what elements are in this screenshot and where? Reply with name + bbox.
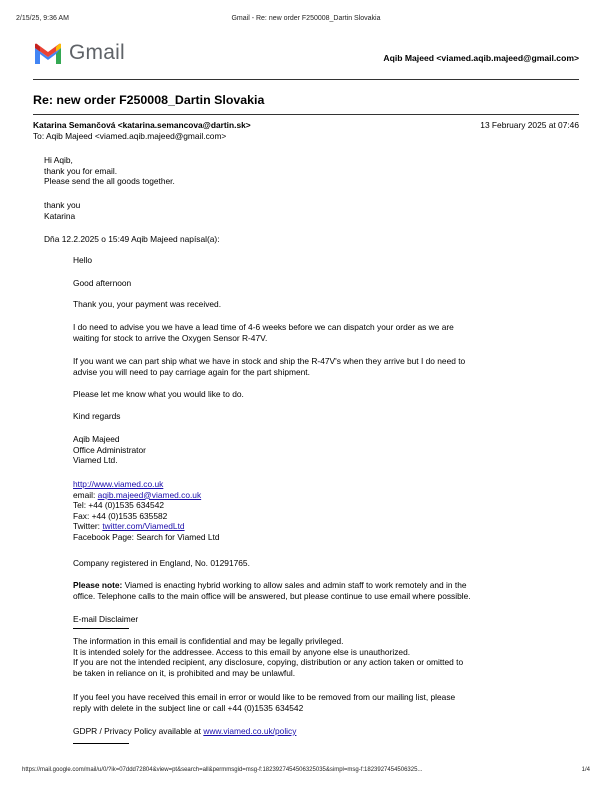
quoted-regards: Kind regards xyxy=(73,411,121,421)
recipient: To: Aqib Majeed <viamed.aqib.majeed@gmail.com> xyxy=(33,131,227,141)
gmail-wordmark: Gmail xyxy=(69,41,125,65)
subject-divider xyxy=(33,114,579,115)
gmail-logo xyxy=(33,42,125,65)
twitter-link[interactable]: twitter.com/ViamedLtd xyxy=(102,521,185,532)
email-subject: Re: new order F250008_Dartin Slovakia xyxy=(33,93,265,107)
signature-fax: Fax: +44 (0)1535 635582 xyxy=(73,510,168,521)
closing-divider xyxy=(73,743,129,744)
print-title: Gmail - Re: new order F250008_Dartin Slovakia xyxy=(231,15,381,22)
signature-company: Viamed Ltd. xyxy=(73,455,118,466)
signature-role: Office Administrator xyxy=(73,444,146,455)
reply-body xyxy=(44,155,175,187)
print-url: https://mail.google.com/mail/u/0/?ik=07ddd72804&view=pt&search=all&permmsgid=msg-f:1823927454506325035&simpl=msg-f:1823927454506325... xyxy=(22,767,423,774)
gdpr-line: GDPR / Privacy Policy available at www.viamed.co.uk/policy xyxy=(73,726,297,736)
disclaimer-title: E-mail Disclaimer xyxy=(73,614,139,624)
header-divider xyxy=(33,79,579,80)
signature-tel: Tel: +44 (0)1535 634542 xyxy=(73,500,165,511)
signoff-line: Katarina xyxy=(44,210,76,221)
quoted-part-ship: If you want we can part ship what we have in stock and ship the R-47V's when they arrive but I do need to advise you will need to pay carriage again for the part shipment. xyxy=(73,356,466,377)
reply-line: thank you for email. xyxy=(44,165,118,176)
quoted-greeting: Good afternoon xyxy=(73,278,132,288)
policy-link[interactable]: www.viamed.co.uk/policy xyxy=(203,726,297,736)
gmail-m-icon xyxy=(33,42,63,65)
signature-name: Aqib Majeed xyxy=(73,434,120,444)
quote-intro: Dňa 12.2.2025 o 15:49 Aqib Majeed napísal(a): xyxy=(44,234,220,244)
signoff-line: thank you xyxy=(44,200,81,210)
signature-block xyxy=(73,434,543,466)
signature-contacts: http://www.viamed.co.uk email: aqib.majeed@viamed.co.uk Tel: +44 (0)1535 634542 Fax: +44 (0)1535 635582 Twitter: twitter.com/ViamedLtd Facebook Page: Search for Viamed Ltd xyxy=(73,479,543,543)
sender: Katarina Semančová <katarina.semancova@dartin.sk> xyxy=(33,120,251,130)
reply-line: Please send the all goods together. xyxy=(44,176,175,187)
quoted-hello: Hello xyxy=(73,255,93,265)
quoted-lead-time: I do need to advise you we have a lead time of 4-6 weeks before we can dispatch your order as we are waiting for stock to arrive the Oxygen Sensor R-47V. xyxy=(73,322,454,343)
print-timestamp: 2/15/25, 9:36 AM xyxy=(16,15,69,22)
hybrid-working-note: Please note: Viamed is enacting hybrid working to allow sales and admin staff to work remotely and in the office. Telephone calls to the main office will be answered, but please continue to use email where possible. xyxy=(73,580,471,601)
company-registration: Company registered in England, No. 01291765. xyxy=(73,558,250,568)
removal-notice: If you feel you have received this email in error or would like to be removed from our mailing list, please reply with delete in the subject line or call +44 (0)1535 634542 xyxy=(73,692,456,713)
disclaimer-divider xyxy=(73,628,129,629)
message-date: 13 February 2025 at 07:46 xyxy=(480,120,579,130)
signature-facebook: Facebook Page: Search for Viamed Ltd xyxy=(73,531,220,542)
quoted-let-me-know: Please let me know what you would like to do. xyxy=(73,389,244,399)
account-identity: Aqib Majeed <viamed.aqib.majeed@gmail.com> xyxy=(383,53,579,63)
page-number: 1/4 xyxy=(581,767,590,774)
website-link[interactable]: http://www.viamed.co.uk xyxy=(73,479,164,489)
reply-signoff xyxy=(44,200,80,221)
reply-line: Hi Aqib, xyxy=(44,155,73,165)
email-link[interactable]: aqib.majeed@viamed.co.uk xyxy=(97,489,202,500)
disclaimer-body: The information in this email is confidential and may be legally privileged. It is intended solely for the addressee. Access to this email by anyone else is unauthorized. If you are not the intended recipient, any disclosure, copying, distribution or any action taken or omitted to be taken in reliance on it, is prohibited and may be unlawful. xyxy=(73,636,464,678)
quoted-payment: Thank you, your payment was received. xyxy=(73,299,222,309)
